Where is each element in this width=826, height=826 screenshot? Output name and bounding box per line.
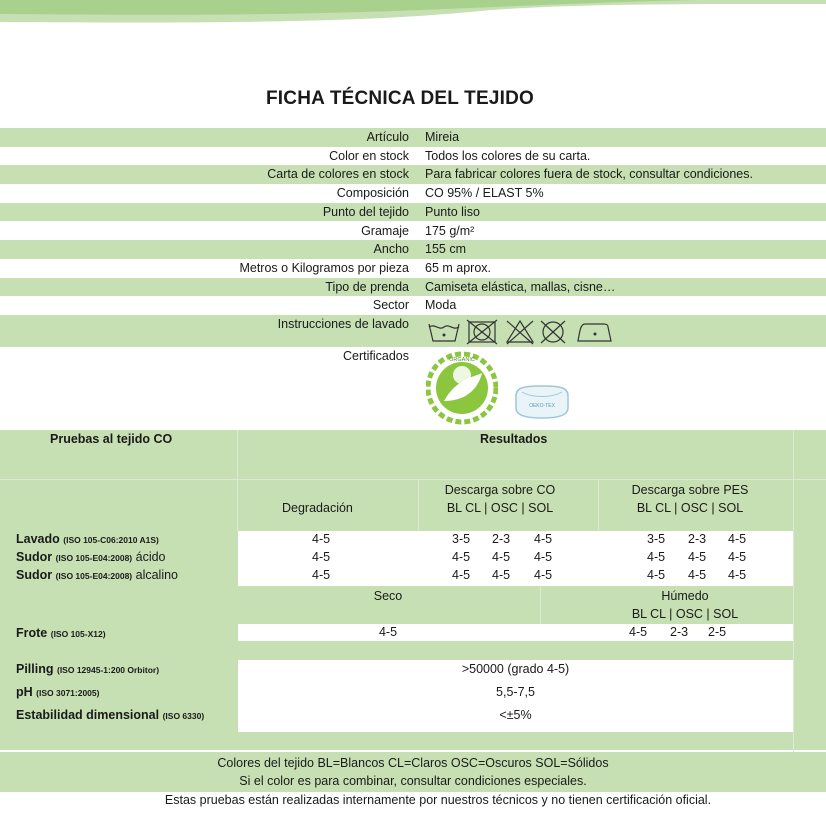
descarga-co-value: 4-5 (534, 568, 553, 582)
col-degradacion: Degradación (282, 501, 353, 515)
frote-humedo-3: 2-5 (708, 625, 727, 639)
page-title: FICHA TÉCNICA DEL TEJIDO (266, 88, 534, 109)
spec-row (0, 184, 826, 203)
descarga-pes-value: 4-5 (688, 568, 707, 582)
descarga-co-value: 4-5 (452, 550, 471, 564)
spec-label: Punto del tejido (322, 204, 409, 219)
descarga-pes-value: 4-5 (688, 550, 707, 564)
certificates-row (0, 347, 826, 429)
col-descarga-co: Descarga sobre CO (444, 483, 556, 497)
ph-label: pH (ISO 3071:2005) (16, 685, 100, 699)
spec-label: Artículo (366, 130, 409, 144)
descarga-co-value: 4-5 (534, 532, 553, 546)
col-descarga-pes: Descarga sobre PES (631, 483, 749, 497)
descarga-pes-value: 4-5 (728, 550, 747, 564)
spec-label: Color en stock (329, 148, 409, 163)
spec-row (0, 222, 826, 241)
spec-row (0, 128, 826, 147)
spec-label: Sector (372, 298, 409, 313)
ph-value: 5,5-7,5 (496, 685, 535, 699)
degradacion-value: 4-5 (312, 550, 331, 564)
descarga-pes-value: 4-5 (728, 532, 747, 546)
frote-humedo-2: 2-3 (670, 625, 689, 639)
spec-value: Para fabricar colores fuera de stock, consultar condiciones. (425, 167, 753, 182)
iron-low-icon (578, 324, 611, 341)
spec-label: Tipo de prenda (325, 279, 409, 294)
descarga-co-value: 2-3 (492, 532, 511, 546)
spec-value: Mireia (425, 130, 460, 144)
descarga-pes-value: 4-5 (647, 550, 666, 564)
frote-seco-value: 4-5 (378, 625, 398, 639)
descarga-co-value: 4-5 (534, 550, 553, 564)
spec-row (0, 165, 826, 184)
spec-value: CO 95% / ELAST 5% (425, 186, 544, 201)
svg-text:ORGANIC: ORGANIC (449, 357, 475, 363)
frote-humedo-1: 4-5 (629, 625, 648, 639)
spec-label: Metros o Kilogramos por pieza (239, 260, 409, 275)
spec-value: 65 m aprox. (425, 260, 492, 275)
descarga-co-value: 4-5 (452, 568, 471, 582)
descarga-co-value: 4-5 (492, 568, 511, 582)
spec-row (0, 147, 826, 166)
washing-icons (427, 319, 617, 345)
pilling-value: >50000 (grado 4-5) (461, 662, 570, 676)
descarga-co-value: 4-5 (492, 550, 511, 564)
spec-row (0, 278, 826, 297)
degradacion-value: 4-5 (312, 532, 331, 546)
descarga-pes-value: 4-5 (728, 568, 747, 582)
header-wave (0, 0, 826, 40)
svg-text:OEKO-TEX: OEKO-TEX (529, 403, 555, 409)
washing-label: Instrucciones de lavado (277, 317, 409, 331)
certificates-label: Certificados (343, 349, 409, 363)
degradacion-value: 4-5 (312, 568, 331, 582)
test-row-label: Sudor (ISO 105-E04:2008) alcalino (16, 568, 179, 582)
humedo-header: Húmedo (661, 589, 709, 603)
note-1: Colores del tejido BL=Blancos CL=Claros OSC=Oscuros SOL=Sólidos (217, 756, 609, 770)
descarga-pes-value: 3-5 (647, 532, 666, 546)
no-tumble-dry-icon (467, 320, 497, 344)
spec-label: Ancho (373, 242, 409, 257)
pilling-label: Pilling (ISO 12945-1:200 Orbitor) (16, 662, 160, 676)
tests-header-right: Resultados (480, 432, 548, 446)
tests-header-left: Pruebas al tejido CO (50, 432, 173, 446)
descarga-co-value: 3-5 (452, 532, 471, 546)
frote-label: Frote (ISO 105-X12) (16, 626, 106, 640)
note-2: Si el color es para combinar, consultar condiciones especiales. (239, 774, 587, 788)
oeko-tex-certificate-logo (512, 382, 572, 422)
col-descarga-pes-sub: BL CL | OSC | SOL (636, 501, 744, 515)
footer-disclaimer: Estas pruebas están realizadas internamente por nuestros técnicos y no tienen certificación oficial. (164, 793, 712, 807)
estabilidad-value: <±5% (499, 708, 532, 722)
spec-value: 175 g/m² (425, 223, 475, 238)
spec-row (0, 203, 826, 222)
no-bleach-icon (507, 321, 533, 344)
test-row-label: Sudor (ISO 105-E04:2008) ácido (16, 550, 166, 564)
humedo-sub: BL CL | OSC | SOL (631, 607, 739, 621)
spec-row (0, 296, 826, 315)
spec-label: Composición (336, 186, 409, 201)
spec-value: Punto liso (425, 204, 480, 219)
spec-label: Gramaje (361, 223, 409, 238)
spec-value: Camiseta elástica, mallas, cisne… (425, 279, 616, 294)
no-dry-clean-icon (541, 321, 565, 343)
spec-row (0, 240, 826, 259)
spec-row (0, 259, 826, 278)
spec-value: Todos los colores de su carta. (425, 148, 591, 163)
spec-value: Moda (425, 298, 457, 313)
washing-row (0, 315, 826, 347)
test-row-label: Lavado (ISO 105-C06:2010 A1S) (16, 532, 159, 546)
seco-header: Seco (373, 589, 403, 603)
spec-value: 155 cm (425, 242, 466, 257)
wash-30-icon (429, 324, 459, 341)
descarga-pes-value: 2-3 (688, 532, 707, 546)
descarga-pes-value: 4-5 (647, 568, 666, 582)
estabilidad-label: Estabilidad dimensional (ISO 6330) (16, 708, 205, 722)
spec-label: Carta de colores en stock (267, 167, 409, 182)
organic-certificate-logo (426, 349, 498, 427)
col-descarga-co-sub: BL CL | OSC | SOL (446, 501, 554, 515)
